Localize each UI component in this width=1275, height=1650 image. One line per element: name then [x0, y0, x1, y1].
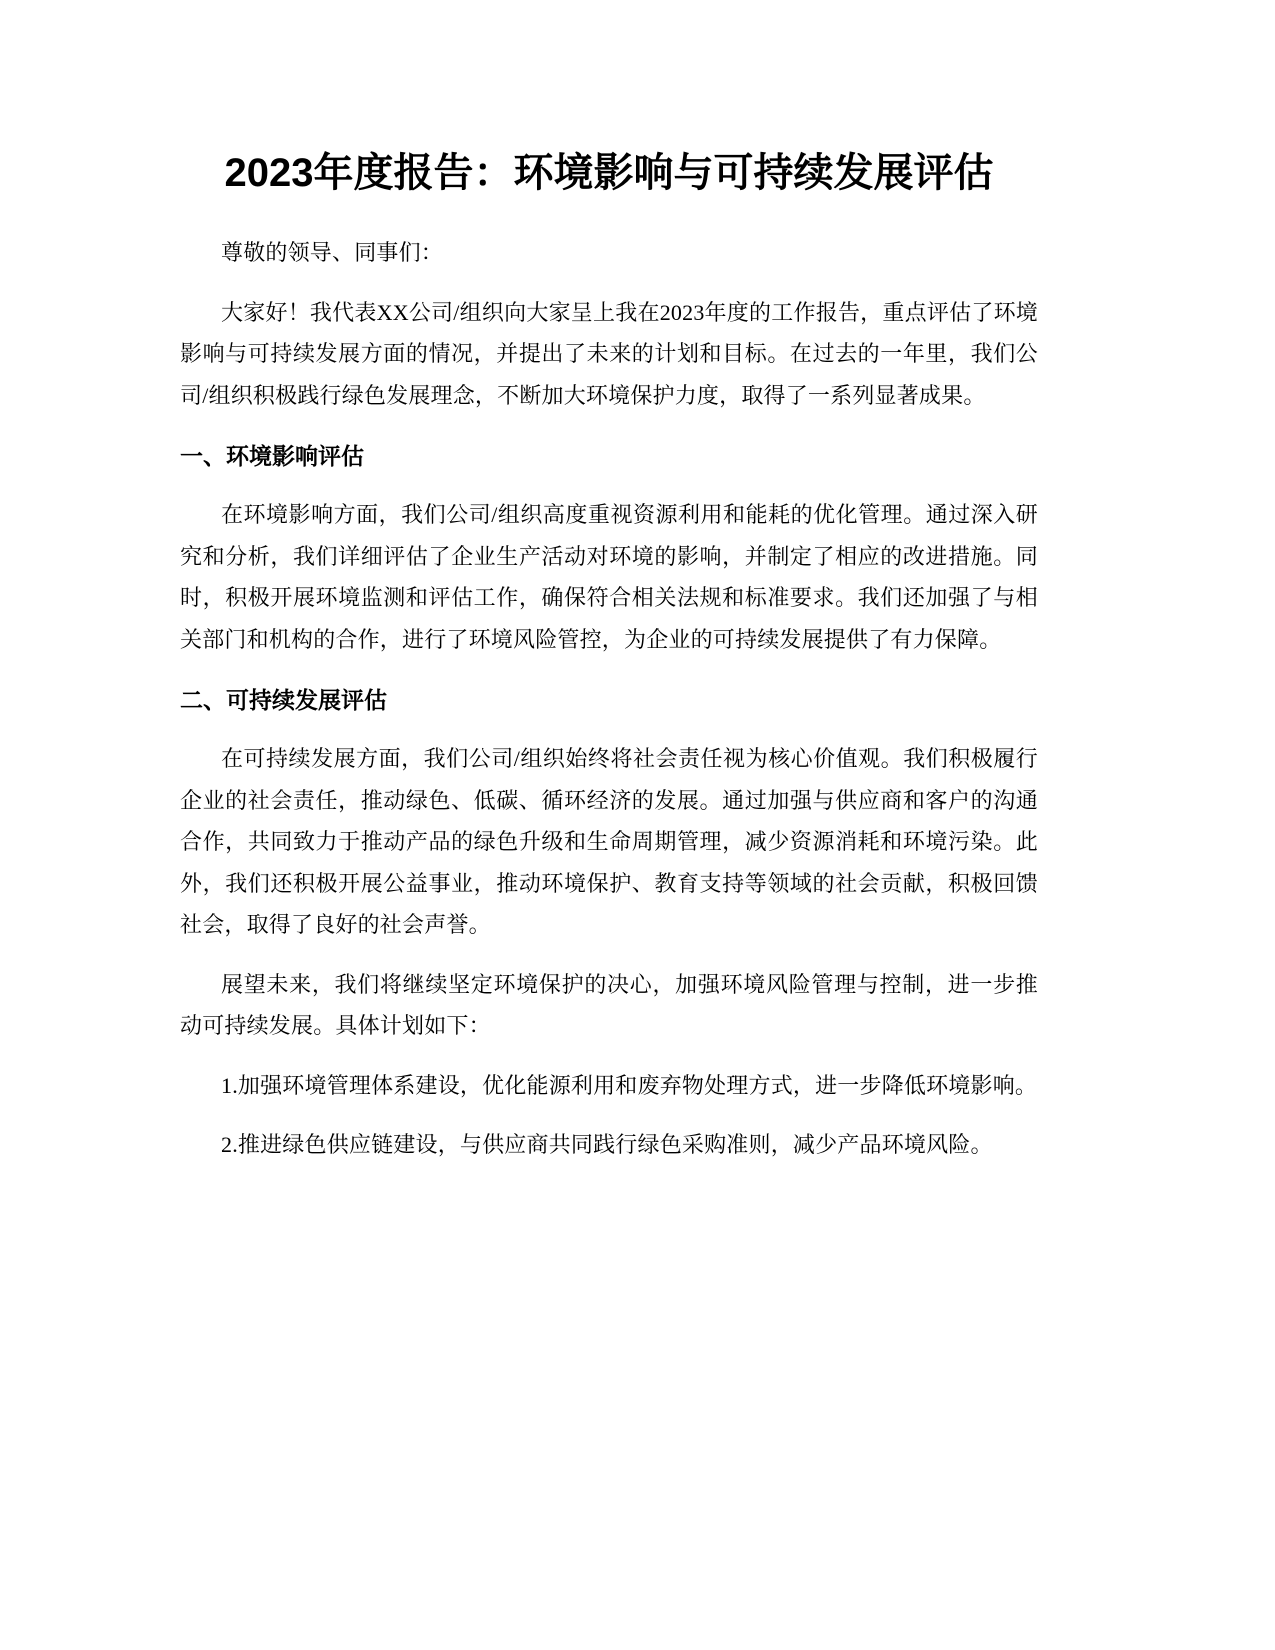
- document-title: 2023年度报告：环境影响与可持续发展评估: [224, 151, 994, 195]
- outlook-paragraph: 展望未来，我们将继续坚定环境保护的决心，加强环境风险管理与控制，进一步推动可持续发展。具体计划如下：: [180, 971, 1038, 1038]
- plan-item-1: 1.加强环境管理体系建设，优化能源利用和废弃物处理方式，进一步降低环境影响。: [221, 1072, 1038, 1098]
- intro-paragraph: 大家好！我代表XX公司/组织向大家呈上我在2023年度的工作报告，重点评估了环境影响与可持续发展方面的情况，并提出了未来的计划和目标。在过去的一年里，我们公司/组织积极践行绿色发展理念，不断加大环境保护力度，取得了一系列显著成果。: [180, 299, 1038, 408]
- document-body: [180, 142, 1038, 1184]
- section-heading-environmental-impact: 一、环境影响评估: [180, 443, 364, 469]
- section-body-environmental-impact: 在环境影响方面，我们公司/组织高度重视资源利用和能耗的优化管理。通过深入研究和分析，我们详细评估了企业生产活动对环境的影响，并制定了相应的改进措施。同时，积极开展环境监测和评估工作，确保符合相关法规和标准要求。我们还加强了与相关部门和机构的合作，进行了环境风险管控，为企业的可持续发展提供了有力保障。: [180, 502, 1038, 652]
- plan-item-2: 2.推进绿色供应链建设，与供应商共同践行绿色采购准则，减少产品环境风险。: [221, 1132, 993, 1157]
- salutation-paragraph: 尊敬的领导、同事们：: [221, 240, 444, 265]
- section-body-sustainability: 在可持续发展方面，我们公司/组织始终将社会责任视为核心价值观。我们积极履行企业的社会责任，推动绿色、低碳、循环经济的发展。通过加强与供应商和客户的沟通合作，共同致力于推动产品的绿色升级和生命周期管理，减少资源消耗和环境污染。此外，我们还积极开展公益事业，推动环境保护、教育支持等领域的社会贡献，积极回馈社会，取得了良好的社会声誉。: [180, 746, 1038, 937]
- section-heading-sustainability: 二、可持续发展评估: [180, 687, 387, 713]
